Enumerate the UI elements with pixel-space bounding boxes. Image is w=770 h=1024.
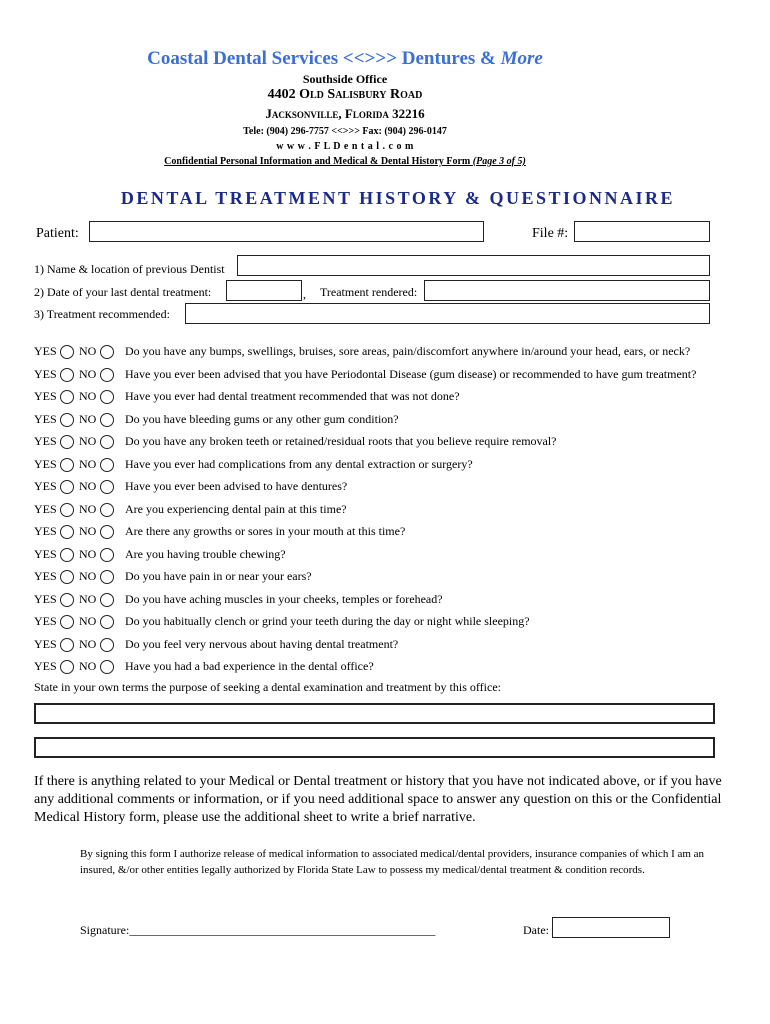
no-label: NO xyxy=(79,614,97,628)
yes-label: YES xyxy=(34,366,57,381)
no-radio[interactable] xyxy=(100,345,114,359)
no-radio[interactable] xyxy=(100,638,114,652)
purpose-input-1[interactable] xyxy=(34,703,715,724)
file-number-label: File #: xyxy=(532,226,569,241)
no-label: NO xyxy=(79,389,97,403)
question-row xyxy=(34,637,754,655)
question-text: Have you ever been advised that you have Periodontal Disease (gum disease) or recommended to have gum treatment? xyxy=(125,366,697,381)
question-text: Are there any growths or sores in your mouth at this time? xyxy=(125,524,406,538)
yes-label: YES xyxy=(34,636,57,651)
yes-radio[interactable] xyxy=(60,435,74,449)
question-row xyxy=(34,434,754,452)
question-text: Do you have any broken teeth or retained/residual roots that you believe require removal? xyxy=(125,434,557,448)
yes-label: YES xyxy=(34,434,57,448)
confidential-main: Confidential Personal Information and Medical & Dental History Form xyxy=(164,156,473,167)
question-row xyxy=(34,389,754,407)
no-radio[interactable] xyxy=(100,390,114,404)
yes-label: YES xyxy=(34,546,57,561)
question-text: Do you have pain in or near your ears? xyxy=(125,569,312,583)
yes-label: YES xyxy=(34,591,57,606)
no-radio[interactable] xyxy=(100,458,114,472)
no-radio[interactable] xyxy=(100,548,114,562)
last-treatment-date-input[interactable] xyxy=(226,280,302,301)
no-label: NO xyxy=(79,546,97,561)
no-label: NO xyxy=(79,501,97,516)
yes-radio[interactable] xyxy=(60,368,74,382)
no-radio[interactable] xyxy=(100,570,114,584)
yes-radio[interactable] xyxy=(60,413,74,427)
file-number-input[interactable] xyxy=(574,221,710,242)
no-label: NO xyxy=(79,479,97,493)
comma-separator: , xyxy=(303,287,306,301)
no-radio[interactable] xyxy=(100,660,114,674)
yes-radio[interactable] xyxy=(60,390,74,404)
question-text: Are you experiencing dental pain at this time? xyxy=(125,501,347,516)
yes-radio[interactable] xyxy=(60,593,74,607)
form-heading: DENTAL TREATMENT HISTORY & QUESTIONNAIRE xyxy=(120,188,676,208)
question-text: Do you have bleeding gums or any other gum condition? xyxy=(125,411,399,426)
yes-label: YES xyxy=(34,389,57,403)
last-treatment-date-label: 2) Date of your last dental treatment: xyxy=(34,285,212,299)
phone-fax: Tele: (904) 296-7757 <<>>> Fax: (904) 296-0147 xyxy=(243,126,447,137)
question-row xyxy=(34,412,754,430)
previous-dentist-label: 1) Name & location of previous Dentist xyxy=(34,262,225,276)
no-radio[interactable] xyxy=(100,368,114,382)
no-label: NO xyxy=(79,411,97,426)
no-label: NO xyxy=(79,569,97,583)
question-row xyxy=(34,659,754,677)
question-row xyxy=(34,547,754,565)
narrative-paragraph: If there is anything related to your Medical or Dental treatment or history that you have not indicated above, or if you have any additional comments or information, or if you need additional space to answer any question on this or the Confidential Medical History form, please use the additional sheet to write a brief narrative. xyxy=(34,774,722,825)
yes-radio[interactable] xyxy=(60,615,74,629)
office-name: Southside Office xyxy=(302,72,388,86)
no-radio[interactable] xyxy=(100,615,114,629)
question-row xyxy=(34,344,754,362)
date-input[interactable] xyxy=(552,917,670,938)
no-label: NO xyxy=(79,659,97,673)
treatment-recommended-label: 3) Treatment recommended: xyxy=(34,307,170,321)
previous-dentist-input[interactable] xyxy=(237,255,710,276)
yes-label: YES xyxy=(34,411,57,426)
question-row xyxy=(34,569,754,587)
patient-label: Patient: xyxy=(36,226,79,241)
question-row xyxy=(34,479,754,497)
purpose-input-2[interactable] xyxy=(34,737,715,758)
treatment-recommended-input[interactable] xyxy=(185,303,710,324)
no-label: NO xyxy=(79,524,97,538)
yes-radio[interactable] xyxy=(60,345,74,359)
question-text: Have you ever had dental treatment recommended that was not done? xyxy=(125,389,460,403)
question-text: Have you ever had complications from any dental extraction or surgery? xyxy=(125,456,473,471)
yes-label: YES xyxy=(34,569,57,583)
yes-label: YES xyxy=(34,479,57,493)
title-main: Coastal Dental Services <<>>> Dentures & xyxy=(147,48,501,69)
question-text: Do you have aching muscles in your cheeks, temples or forehead? xyxy=(125,591,443,606)
yes-label: YES xyxy=(34,659,57,673)
signature-line[interactable]: Signature:___________________________________________________ xyxy=(80,923,436,937)
yes-radio[interactable] xyxy=(60,570,74,584)
confidential-note xyxy=(0,156,690,167)
no-radio[interactable] xyxy=(100,525,114,539)
patient-input[interactable] xyxy=(89,221,484,242)
treatment-rendered-label: Treatment rendered: xyxy=(320,285,418,299)
question-row xyxy=(34,367,754,385)
practice-title xyxy=(0,48,690,70)
question-row xyxy=(34,524,754,542)
yes-radio[interactable] xyxy=(60,458,74,472)
yes-radio[interactable] xyxy=(60,638,74,652)
confidential-page: (Page 3 of 5) xyxy=(472,156,526,167)
no-radio[interactable] xyxy=(100,503,114,517)
no-label: NO xyxy=(79,456,97,471)
question-text: Are you having trouble chewing? xyxy=(125,546,286,561)
no-label: NO xyxy=(79,434,97,448)
date-label: Date: xyxy=(523,923,549,937)
question-row xyxy=(34,614,754,632)
website: w w w . F L D e n t a l . c o m xyxy=(276,141,414,152)
question-row xyxy=(34,592,754,610)
question-row xyxy=(34,457,754,475)
yes-radio[interactable] xyxy=(60,525,74,539)
no-radio[interactable] xyxy=(100,435,114,449)
purpose-label: State in your own terms the purpose of seeking a dental examination and treatment by this office: xyxy=(34,680,501,694)
no-label: NO xyxy=(79,366,97,381)
no-radio[interactable] xyxy=(100,480,114,494)
yes-radio[interactable] xyxy=(60,548,74,562)
no-radio[interactable] xyxy=(100,413,114,427)
question-text: Have you ever been advised to have dentures? xyxy=(125,479,348,493)
address-line-2: Jacksonville, Florida 32216 xyxy=(265,106,425,121)
title-more: More xyxy=(500,48,543,69)
yes-label: YES xyxy=(34,501,57,516)
no-label: NO xyxy=(79,344,97,358)
no-label: NO xyxy=(79,636,97,651)
question-row xyxy=(34,502,754,520)
address-line-1: 4402 Old Salisbury Road xyxy=(267,87,423,102)
question-text: Do you have any bumps, swellings, bruises, sore areas, pain/discomfort anywhere in/around your head, ears, or neck? xyxy=(125,344,691,358)
question-text: Do you habitually clench or grind your teeth during the day or night while sleeping? xyxy=(125,614,530,628)
yes-label: YES xyxy=(34,614,57,628)
question-text: Have you had a bad experience in the dental office? xyxy=(125,659,374,673)
treatment-rendered-input[interactable] xyxy=(424,280,710,301)
no-label: NO xyxy=(79,591,97,606)
question-text: Do you feel very nervous about having dental treatment? xyxy=(125,636,399,651)
yes-label: YES xyxy=(34,344,57,358)
yes-label: YES xyxy=(34,524,57,538)
yes-radio[interactable] xyxy=(60,660,74,674)
no-radio[interactable] xyxy=(100,593,114,607)
authorization-text: By signing this form I authorize release of medical information to associated medical/dental providers, insurance companies of which I am an insured, &/or other entities legally authorized by Florida State Law to possess my medical/dental treatment & condition records. xyxy=(80,848,705,876)
yes-radio[interactable] xyxy=(60,503,74,517)
yes-radio[interactable] xyxy=(60,480,74,494)
yes-label: YES xyxy=(34,456,57,471)
